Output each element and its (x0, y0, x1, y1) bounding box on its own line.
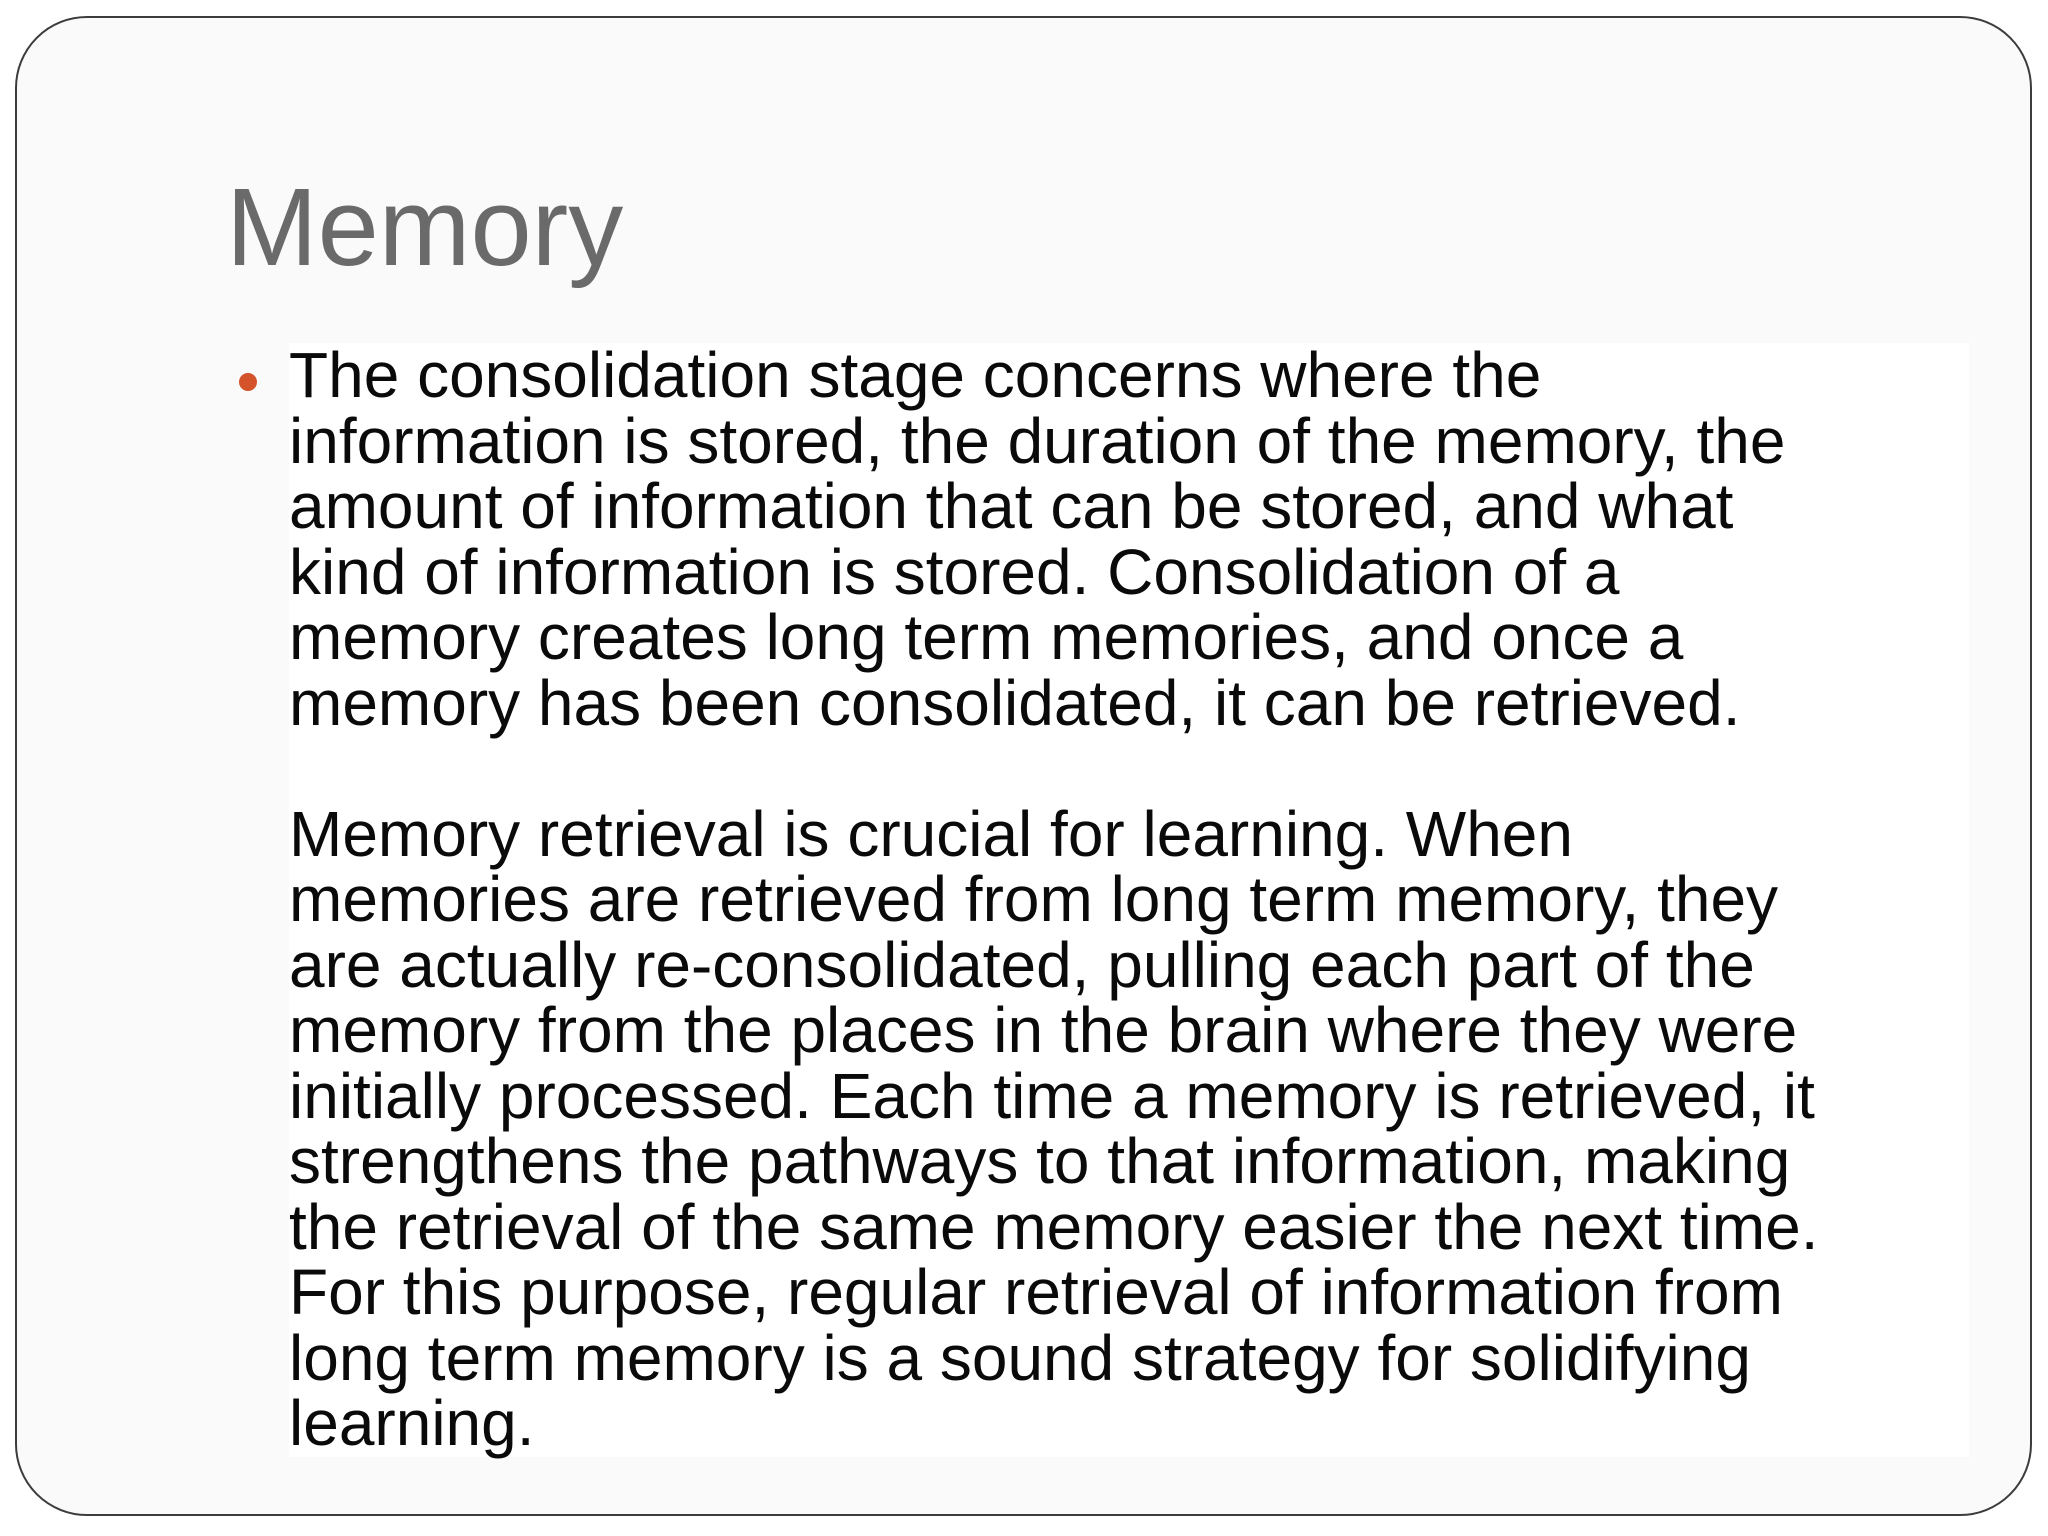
paragraph-retrieval: Memory retrieval is crucial for learning. When memories are retrieved from long term memory, they are actually re-consolidated, pulling each part of the memory from the places in the brain where they were initially processed. Each time a memory is retrieved, it strengthens the pathways to that information, making the retrieval of the same memory easier the next time. For this purpose, regular retrieval of information from long term memory is a sound strategy for solidifying learning. (289, 797, 1819, 1459)
bullet-text-block (289, 339, 1969, 1459)
paragraph-spacer (289, 736, 1969, 802)
paragraph-consolidation: The consolidation stage concerns where the information is stored, the duration of the memory, the amount of information that can be stored, and what kind of information is stored. Consolidation of a memory creates long term memories, and once a memory has been consolidated, it can be retrieved. (289, 339, 1786, 739)
slide-title: Memory (226, 166, 624, 289)
slide-frame (15, 16, 2032, 1516)
bullet-dot-icon (239, 373, 257, 391)
